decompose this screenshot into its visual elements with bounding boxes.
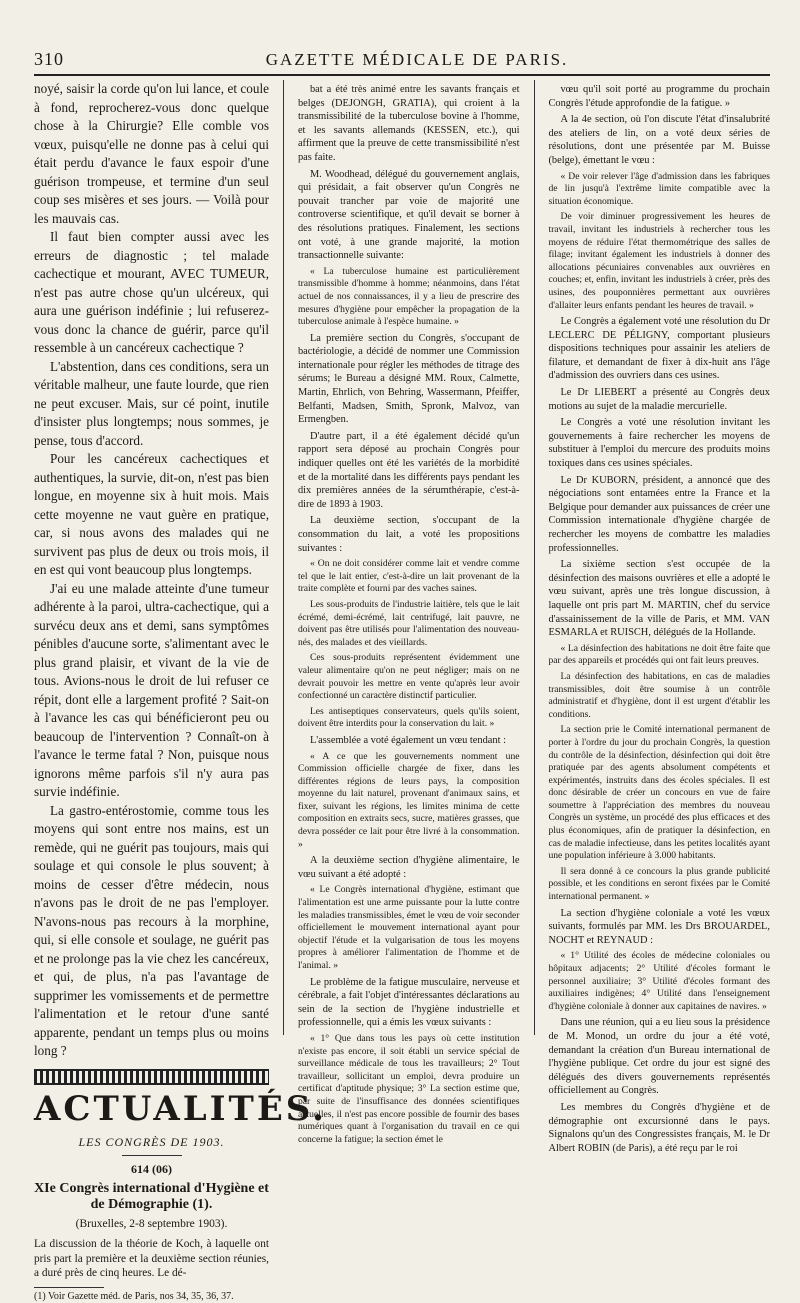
paragraph: noyé, saisir la corde qu'on lui lance, et coule à fond, reprocherez-vous donc quelque chose à la Chirurgie? Elle comble vos vœux, puisqu'elle ne donne pas à celui qui était perdu d'avance le faux espoir d'une guérison trompeuse, et termine d'un seul coup ses misères et ses jours. — Voilà pour les mauvais cas.	[34, 81, 269, 226]
subheading: LES CONGRÈS DE 1903.	[78, 1134, 225, 1149]
paragraph: Il faut bien compter aussi avec les erreurs de diagnostic ; tel malade cachectique et mourant, AVEC TUMEUR, n'est pas autre chose qu'un ulcéreux, qui aura une guérison indéfinie ; lui refuserez-vous donc la chance de guérir, parce qu'il ressemble à un cancéreux cachectique ?	[34, 229, 269, 355]
paragraph: De voir diminuer progressivement les heures de travail, invitant les industriels à rechercher tous les moyens de réduire l'état thermométrique des salles de filage; invitant également les industriels à donner des allocations pécuniaires convenables aux ouvrières en couches; et, enfin, invitant les industriels à créer, près des usines, des pouponnières permettant aux ouvrières d'allaiter leurs enfants pendant les heures de travail. »	[548, 211, 770, 311]
paragraph: Les antiseptiques conservateurs, quels qu'ils soient, doivent être interdits pour la conservation du lait. »	[297, 705, 520, 730]
paragraph: La désinfection des habitations, en cas de maladies transmissibles, doit être soumise à un contrôle administratif et d'hygiène, dont il est urgent d'établir les conditions.	[548, 670, 770, 720]
footnote-divider	[34, 1287, 104, 1288]
paragraph: Ces sous-produits représentent évidemment une valeur alimentaire qu'on ne peut négliger; mais on ne devrait pouvoir les mettre en vente qu'après leur avoir confectionné un caractère distinctif particulier.	[297, 652, 520, 702]
paragraph: M. Woodhead, délégué du gouvernement anglais, qui présidait, a fait observer qu'un Congrès ne pouvait trancher par voie de majorité une controverse scientifique, et qu'il devait se borner à des résolutions pratiques. Finalement, les sections ont voté, à une grande majorité, la motion transactionnelle suivante:	[297, 168, 520, 262]
paragraph: A la 4e section, où l'on discute l'état d'insalubrité des ateliers de lin, on a voté deux séries de résolutions, dont une présentée par M. Buisse (belge), émettant le vœu :	[548, 114, 770, 166]
paragraph: « 1° Que dans tous les pays où cette institution n'existe pas encore, il soit établi un service spécial de surveillance médicale de tous les travailleurs; 2° Tout travailleur, sollicitant un emploi, devra produire un certificat d'aptitude physique; 3° La section estime que, par suite de l'insuffisance des données scientifiques actuelles, il n'est pas encore possible de fournir des bases numériques quant à l'organisation du travail en ce qui concerne la fatigue; la section émet le	[297, 1032, 520, 1145]
article-body: La discussion de la théorie de Koch, à laquelle ont pris part la première et la deuxième section réunies, a duré près de cinq heures. Le dé-	[34, 1238, 269, 1280]
column-3	[548, 80, 770, 1154]
paragraph: La section prie le Comité international permanent de porter à l'ordre du jour du prochain Congrès, la question du contrôle de la désinfection, désinfection qui doit être pratiquée par des agents absolument compétents et expérimentés, instruits dans des écoles spéciales. Il est donc désirable de créer un concours en vue de faire soumettre à l'appréciation des membres du nouveau Congrès un système, un procédé des plus efficaces et des plus économiques, afin de pratiquer la désinfection, en cas de maladie infectieuse, dans les petites localités ayant une population inférieure à 3.000 habitants.	[548, 724, 770, 862]
section-heading: ACTUALITÉS.	[34, 1088, 327, 1129]
paragraph: D'autre part, il a été également décidé qu'un rapport sera déposé au prochain Congrès pour indiquer quelles ont été les variétés de la morbidité et de la mortalité dans les différents pays pendant les dix premières années de la sérumthérapie, c'est-à-dire de 1893 à 1903.	[297, 430, 520, 510]
paragraph: « 1° Utilité des écoles de médecine coloniales ou hôpitaux adjacents; 2° Utilité d'écoles formant le personnel auxiliaire; 3° Utilité d'écoles formant des auxiliaires indigènes; 4° Utilité dans l'enseignement d'hygiène coloniale à donner aux capitaines de navires. »	[548, 950, 770, 1012]
paragraph: L'abstention, dans ces conditions, sera un véritable malheur, une faute lourde, que rien ne peut excuser. Mais, sur cé point, inutile d'insister plus longtemps; nous sommes, je pense, tous d'accord.	[34, 358, 269, 448]
column-divider	[534, 80, 535, 1035]
paragraph: vœu qu'il soit porté au programme du prochain Congrès l'étude approfondie de la fatigue. »	[548, 84, 770, 109]
paragraph: Pour les cancéreux cachectiques et authentiques, la survie, dit-on, n'est pas bien longue, en moyenne six à huit mois. Mais cette moyenne ne vaut guère en pratique, car, si nous avons des malades qui ne survivent pas plus de deux ou trois mois, il en est qui vont beaucoup plus longtemps.	[34, 451, 269, 577]
paragraph: L'assemblée a voté également un vœu tendant :	[309, 734, 506, 746]
paragraph: Dans une réunion, qui a eu lieu sous la présidence de M. Monod, un ordre du jour a été voté, demandant la création d'un Bureau international de l'hygiène publique. Cet ordre du jour est signé des délégués des divers gouvernements représentés officiellement au Congrès.	[548, 1017, 770, 1097]
footnote: (1) Voir Gazette méd. de Paris, nos 34, 35, 36, 37.	[34, 1290, 234, 1302]
decorative-border	[34, 1069, 269, 1085]
paragraph: J'ai eu une malade atteinte d'une tumeur adhérente à la paroi, ultra-cachectique, qui a survécu deux ans et demi, sans symptômes pénibles d'aucune sorte, s'alimentant avec le plus grand plaisir, et vivant de la vie de tous. Avions-nous le droit de lui refuser ce répit, dont elle a largement profité ? Sait-on à l'avance les cas qui bénéficieront peu ou beaucoup de l'intervention ? Connaît-on à l'avance le terme fatal ? Non, puisque nous ignorons même parfois s'il n'y aura pas survie indéfinie.	[34, 580, 269, 799]
journal-title: GAZETTE MÉDICALE DE PARIS.	[265, 50, 569, 69]
paragraph: Les membres du Congrès d'hygiène et de démographie ont excursionné dans le pays. Signalons qu'un des Congressistes français, M. le Dr Albert ROBIN (de Paris), a été reçu par le roi	[548, 1101, 770, 1154]
column-1	[34, 80, 327, 1302]
paragraph: La section d'hygiène coloniale a voté les vœux suivants, formulés par MM. les Drs BROUARDEL, NOCHT et REYNAUD :	[548, 907, 770, 946]
paragraph: « On ne doit considérer comme lait et vendre comme tel que le lait entier, c'est-à-dire un lait provenant de la traite complète et fourni par des vaches saines.	[297, 558, 520, 595]
paragraph: La sixième section s'est occupée de la désinfection des maisons ouvrières et elle a adopté le vœu suivant, après une très longue discussion, à laquelle ont pris part M. MARTIN, chef du service d'assainissement de la ville de Paris, et MM. VAN ESMARLA et RUISCH, délégués de la Hollande.	[548, 559, 770, 639]
article-number: 614 (06)	[131, 1162, 172, 1176]
paragraph: « A ce que les gouvernements nomment une Commission officielle chargée de fixer, dans les différentes régions de leurs pays, la composition moyenne du lait naturel, provenant d'animaux sains, et fixer, suivant les régions, les limites minima de cette composition en extraits secs, sucre, matières grasses, que devra posséder ce lait pour être livré à la consommation. »	[297, 750, 520, 850]
paragraph: « De voir relever l'âge d'admission dans les fabriques de lin jusqu'à l'extrême limite compatible avec la situation économique.	[548, 170, 770, 207]
paragraph: Le Dr KUBORN, président, a annoncé que des négociations sont entamées entre la France et la Belgique pour demander aux puissances de créer une Commission internationale d'hygiène chargée de rechercher les moyens de combattre les maladies professionnelles.	[548, 474, 770, 554]
paragraph: Il sera donné à ce concours la plus grande publicité possible, et les conditions en seront fixées par le Comité international permanent. »	[548, 865, 770, 903]
paragraph: bat a été très animé entre les savants français et belges (DEJONGH, GRATIA), qui croient à la transmissibilité de la tuberculose bovine à l'homme, et les savants allemands (KESSEN, etc.), qui affirment que la preuve de cette transmissibilité n'est pas faite.	[297, 84, 520, 163]
paragraph: « Le Congrès international d'hygiène, estimant que l'alimentation est une arme puissante pour la lutte contre les maladies transmissibles, émet le vœu de voir seconder officiellement le mouvement international ayant pour objectif l'étude et la vulgarisation de tous les moyens propres à améliorer l'alimentation de l'homme et de l'animal. »	[297, 884, 520, 971]
paragraph: La gastro-entérostomie, comme tous les moyens qui sont entre nos mains, est un remède, qui ne guérit pas toujours, mais qui soulage et qui console le plus souvent; à moins de cesser d'être médecin, nous n'avons pas le droit de ne pas l'employer. N'avons-nous pas recours à la morphine, qui, si elle console et soulage, ne guérit pas et ne prolonge pas la vie chez les cancéreux, et qui, de plus, n'a pas l'avantage de supprimer les vomissements et de permettre l'alimentation et le retour d'une santé apparente, pendant un temps plus ou moins long ?	[34, 802, 269, 1058]
paragraph: « La tuberculose humaine est particulièrement transmissible d'homme à homme; néanmoins, dans l'état actuel de nos connaissances, il y a lieu de prescrire des mesures d'hygiène pour empêcher la propagation de la tuberculose animale à l'espèce humaine. »	[297, 265, 520, 328]
paragraph: Le problème de la fatigue musculaire, nerveuse et cérébrale, a fait l'objet d'intéressantes déclarations au sein de la section de l'hygiène industrielle et professionnelle, qui a émis les vœux suivants :	[297, 976, 520, 1029]
column-2	[297, 80, 520, 1145]
paragraph: La deuxième section, s'occupant de la consommation du lait, a voté les propositions suivantes :	[297, 515, 520, 554]
paragraph: Le Dr LIEBERT a présenté au Congrès deux motions au sujet de la maladie mercurielle.	[548, 387, 770, 412]
paragraph: Les sous-produits de l'industrie laitière, tels que le lait écrémé, demi-écrémé, lait centrifugé, lait pauvre, ne doivent pas être utilisés pour l'alimentation des nouveau-nés, des malades et des vieillards.	[297, 598, 520, 648]
paragraph: Le Congrès a également voté une résolution du Dr LECLERC DE PÉLIGNY, comportant plusieurs dispositions techniques pour assainir les ateliers de filature, et demandant de fixer à dix-huit ans l'âge d'admission des ouvriers dans ces usines.	[548, 316, 770, 382]
paragraph: A la deuxième section d'hygiène alimentaire, le vœu suivant a été adopté :	[297, 855, 520, 880]
text-columns	[34, 80, 770, 1302]
article-title: XIe Congrès international d'Hygiène et de Démographie (1).	[34, 1180, 269, 1212]
divider	[122, 1155, 182, 1156]
column-divider	[283, 80, 284, 1035]
page-number: 310	[34, 49, 64, 69]
paragraph: Le Congrès a voté une résolution invitant les gouvernements à faire rechercher les moyens de substituer à l'emploi du mercure des produits moins toxiques dans ces usines spéciales.	[548, 417, 770, 470]
paragraph: La première section du Congrès, s'occupant de bactériologie, a décidé de nommer une Commission internationale pour régler les méthodes de titrage des sérums; le Bureau a désigné MM. Roux, Calmette, Martin, Ehrlich, von Behring, Wassermann, Pfeiffer, Belfanti, Madsen, Smith, Spronk, Malvoz, van Ermengben.	[297, 332, 520, 426]
article-dates: (Bruxelles, 2-8 septembre 1903).	[75, 1217, 228, 1230]
page-header	[34, 46, 770, 76]
paragraph: « La désinfection des habitations ne doit être faite que par des appareils et procédés qui ont fait leurs preuves.	[548, 642, 770, 667]
